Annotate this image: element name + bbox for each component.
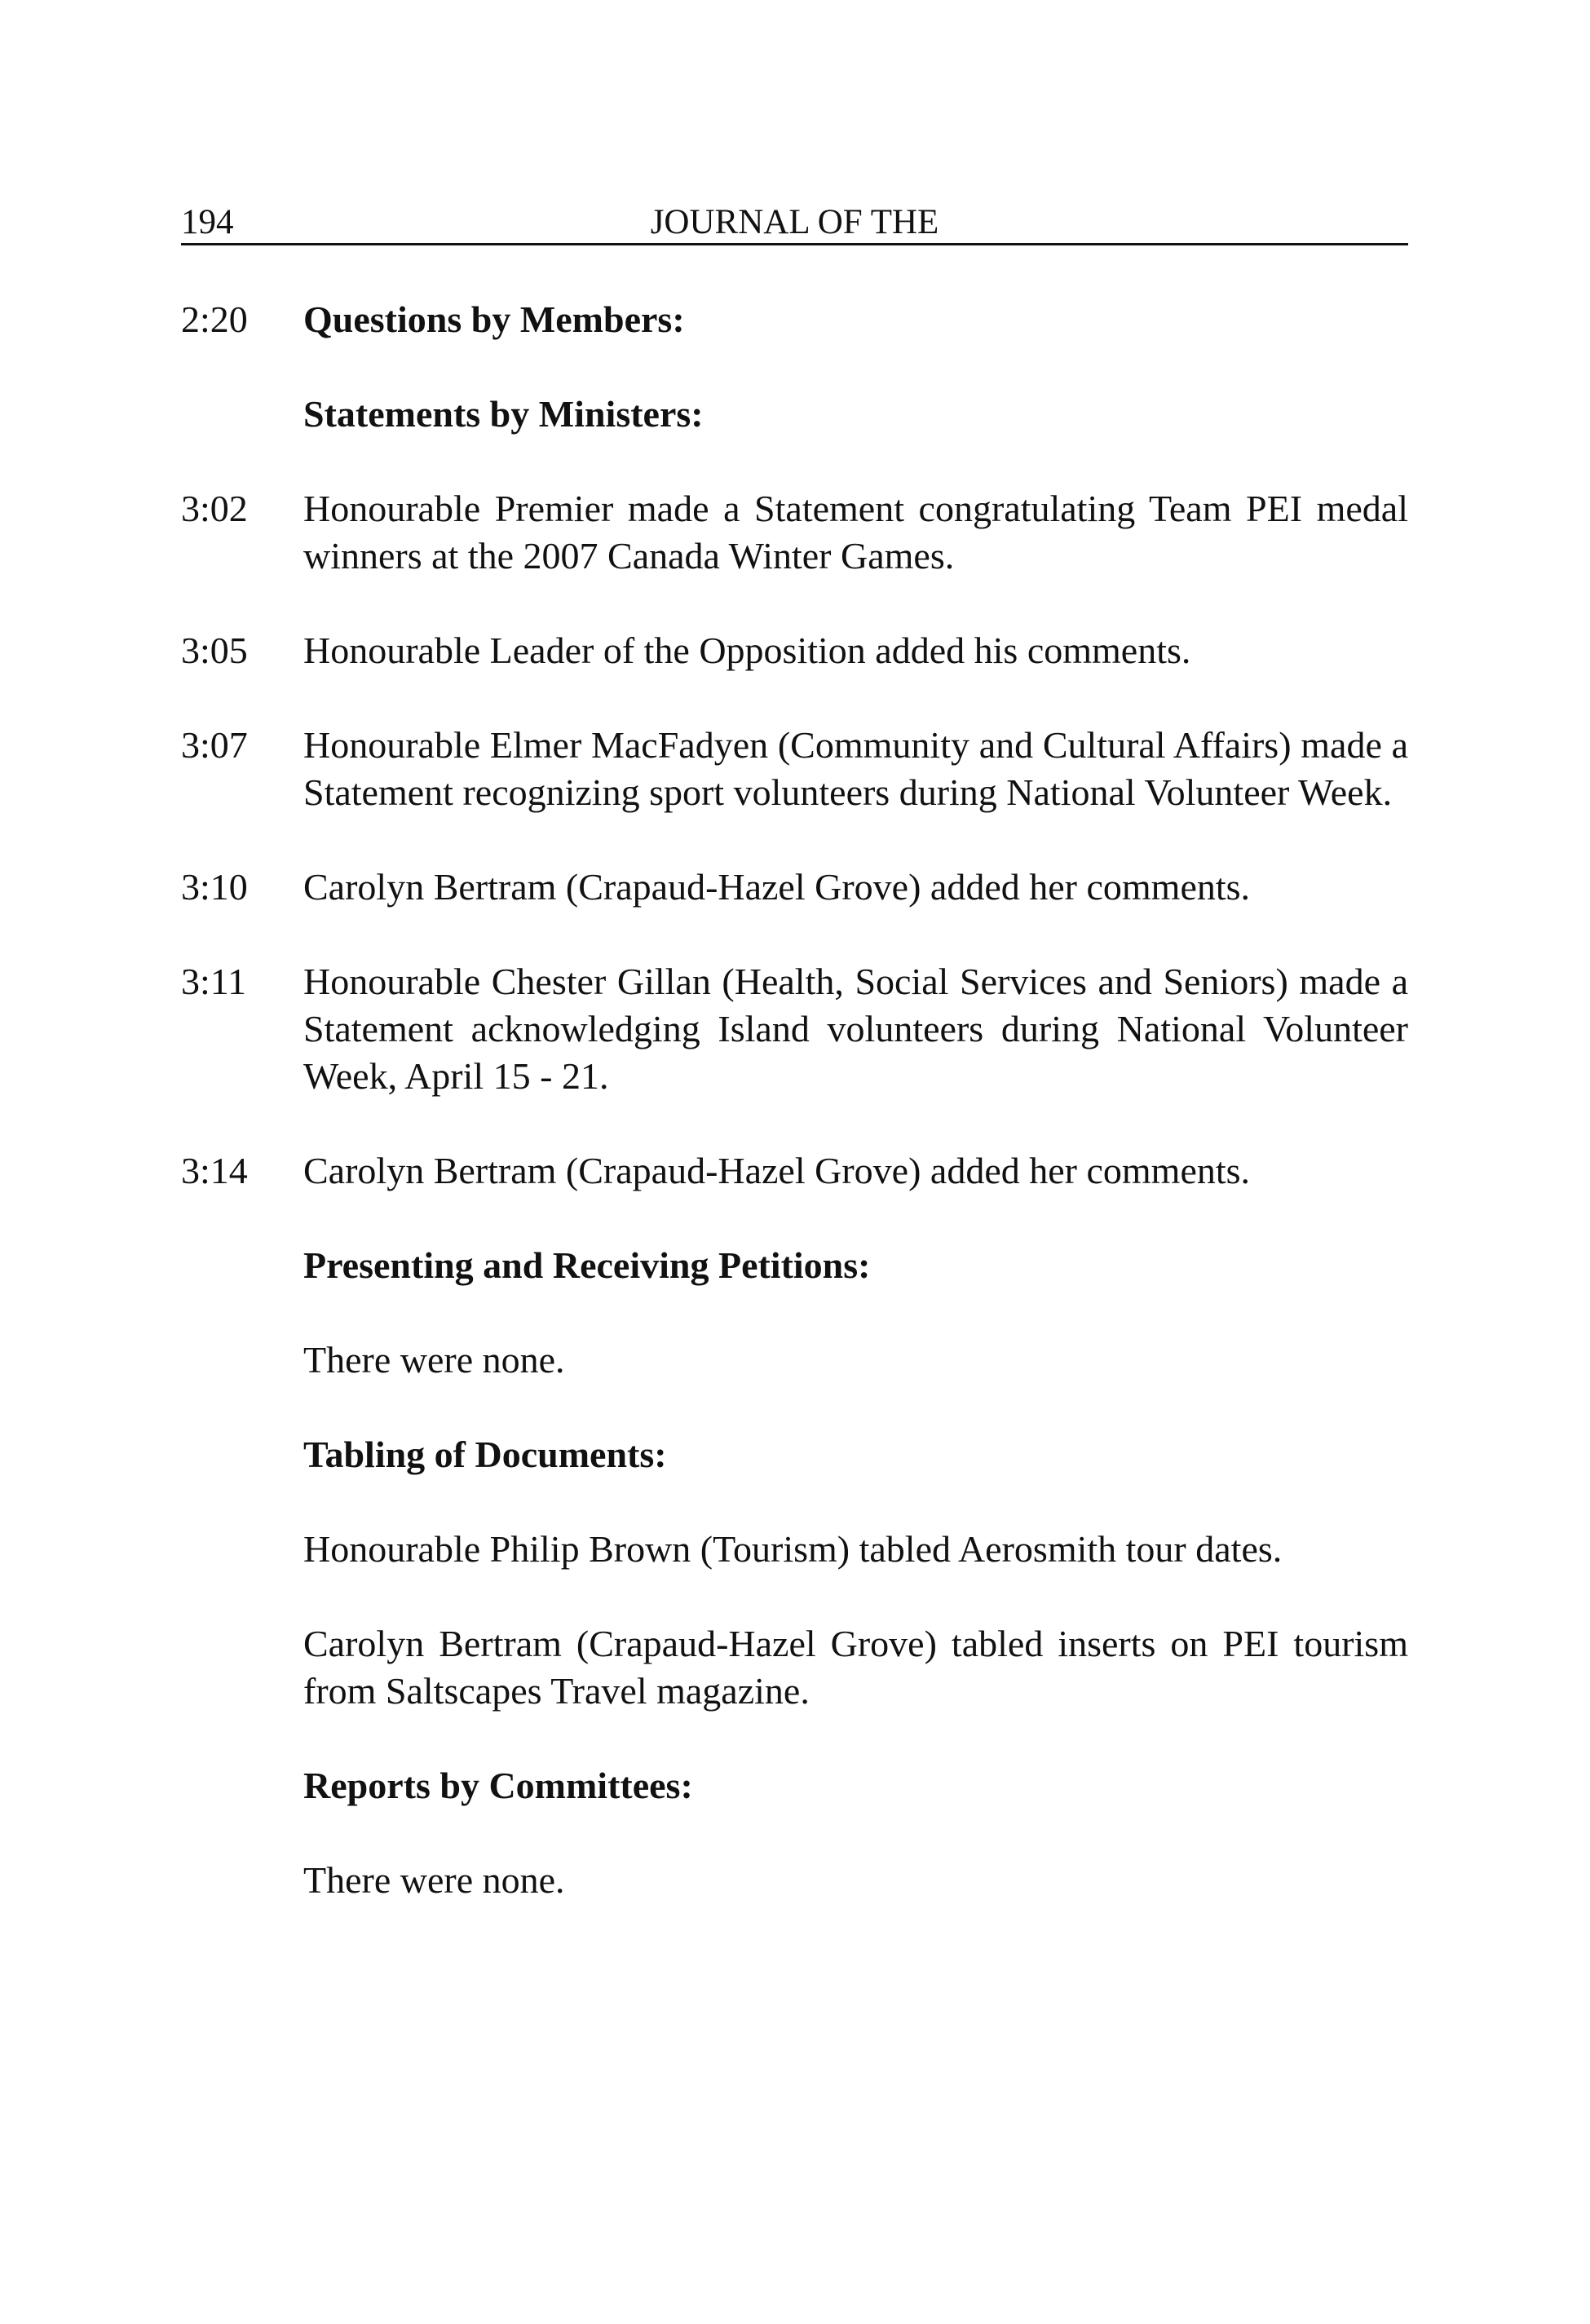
entry-time: 3:02	[181, 488, 248, 529]
section-heading: Tabling of Documents:	[303, 1434, 667, 1475]
entry-text: Honourable Elmer MacFadyen (Community and Cultural Affairs) made a Statement recognizing sport volunteers during National Volunteer Week.	[303, 724, 1408, 813]
journal-entry	[181, 958, 1408, 1100]
journal-body	[181, 296, 1408, 1904]
journal-entry	[181, 1431, 1408, 1478]
journal-entry	[181, 391, 1408, 438]
entry-text: Carolyn Bertram (Crapaud-Hazel Grove) added her comments.	[303, 866, 1251, 908]
journal-page	[181, 202, 1408, 1951]
entry-text: Carolyn Bertram (Crapaud-Hazel Grove) added her comments.	[303, 1150, 1251, 1191]
section-heading: Questions by Members:	[303, 298, 685, 340]
journal-entry	[181, 1857, 1408, 1904]
journal-entry	[181, 1526, 1408, 1573]
section-heading: Reports by Committees:	[303, 1765, 693, 1806]
page-number: 194	[181, 203, 234, 241]
journal-entry	[181, 1620, 1408, 1715]
journal-entry	[181, 627, 1408, 674]
entry-text: There were none.	[303, 1859, 565, 1901]
entry-time: 2:20	[181, 298, 248, 340]
header-title: JOURNAL OF THE	[650, 203, 939, 241]
entry-text: There were none.	[303, 1339, 565, 1381]
journal-entry	[181, 864, 1408, 911]
entry-text: Honourable Chester Gillan (Health, Social Services and Seniors) made a Statement acknowledging Island volunteers during National Volunteer Week, April 15 - 21.	[303, 961, 1408, 1097]
entry-time: 3:10	[181, 866, 248, 908]
entry-text: Carolyn Bertram (Crapaud-Hazel Grove) tabled inserts on PEI tourism from Saltscapes Travel magazine.	[303, 1623, 1408, 1712]
running-header	[181, 202, 1408, 245]
journal-entry	[181, 1337, 1408, 1384]
entry-time: 3:11	[181, 961, 247, 1002]
entry-text: Honourable Leader of the Opposition added his comments.	[303, 630, 1191, 671]
entry-text: Honourable Premier made a Statement congratulating Team PEI medal winners at the 2007 Canada Winter Games.	[303, 488, 1408, 577]
journal-entry	[181, 485, 1408, 580]
journal-entry	[181, 1147, 1408, 1195]
journal-entry	[181, 1762, 1408, 1809]
entry-time: 3:14	[181, 1150, 248, 1191]
journal-entry	[181, 722, 1408, 816]
entry-time: 3:07	[181, 724, 248, 766]
entry-time: 3:05	[181, 630, 248, 671]
entry-text: Honourable Philip Brown (Tourism) tabled Aerosmith tour dates.	[303, 1528, 1283, 1570]
section-heading: Statements by Ministers:	[303, 393, 704, 435]
section-heading: Presenting and Receiving Petitions:	[303, 1244, 871, 1286]
journal-entry	[181, 296, 1408, 343]
journal-entry	[181, 1242, 1408, 1289]
